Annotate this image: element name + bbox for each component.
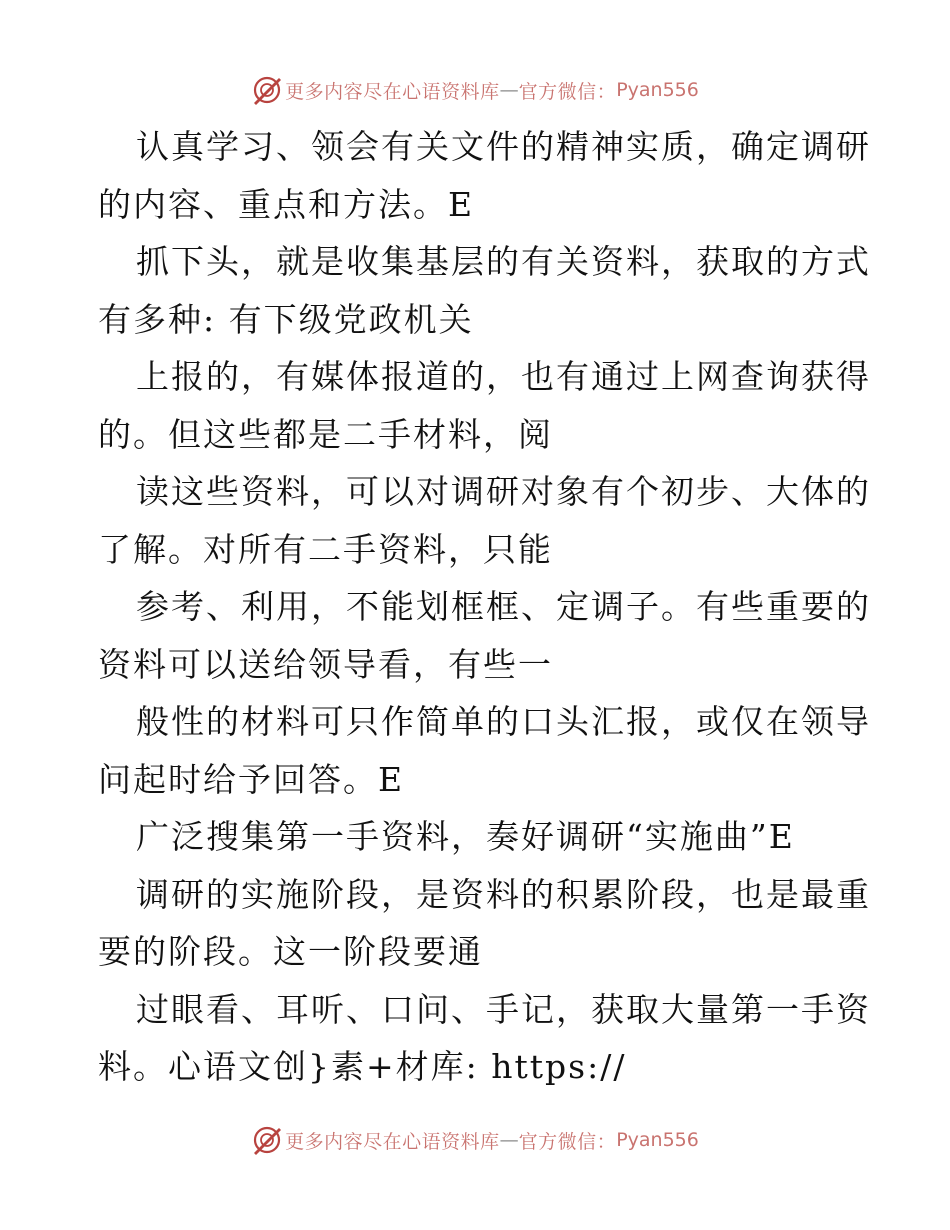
body-line: 参考、利用，不能划框框、定调子。有些重要的	[136, 587, 871, 626]
banner-main-text: 更多内容尽在心语资料库	[285, 80, 500, 103]
body-line: 般性的材料可只作简单的口头汇报，或仅在领导	[136, 702, 871, 741]
pen-logo-icon	[251, 1124, 283, 1156]
document-body	[98, 118, 871, 1096]
banner-contact-id: Pyan556	[616, 1129, 699, 1151]
body-line: 的内容、重点和方法。E	[98, 184, 475, 224]
banner-contact-label: 官方微信：	[518, 80, 617, 103]
body-line: 读这些资料，可以对调研对象有个初步、大体的	[136, 472, 871, 511]
body-line: 调研的实施阶段，是资料的积累阶段，也是最重	[136, 874, 871, 914]
body-line: 要的阶段。这一阶段要通	[98, 932, 483, 971]
body-line: 有多种: 有下级党政机关	[98, 299, 474, 339]
banner-contact-id: Pyan556	[616, 79, 699, 101]
banner-separator: —	[499, 79, 519, 101]
body-line: 了解。对所有二手资料，只能	[98, 529, 553, 569]
pen-logo-icon	[251, 74, 283, 106]
body-line: 认真学习、领会有关文件的精神实质，确定调研	[136, 127, 871, 166]
banner-contact-label: 官方微信：	[518, 1130, 617, 1153]
body-line: 抓下头，就是收集基层的有关资料，获取的方式	[136, 242, 871, 281]
body-line: 上报的，有媒体报道的，也有通过上网查询获得	[136, 357, 871, 396]
body-line: 资料可以送给领导看，有些一	[98, 644, 553, 684]
footer-banner	[0, 1122, 950, 1158]
body-line: 过眼看、耳听、口问、手记，获取大量第一手资	[136, 989, 871, 1029]
banner-separator: —	[499, 1129, 519, 1151]
body-line: 广泛搜集第一手资料，奏好调研“实施曲”E	[136, 817, 795, 856]
body-line: 的。但这些都是二手材料，阅	[98, 414, 553, 454]
banner-main-text: 更多内容尽在心语资料库	[285, 1130, 500, 1153]
body-line: 问起时给予回答。E	[98, 759, 405, 799]
header-banner	[0, 72, 950, 108]
body-line: 料。心语文创}素+材库: https://	[98, 1047, 627, 1086]
